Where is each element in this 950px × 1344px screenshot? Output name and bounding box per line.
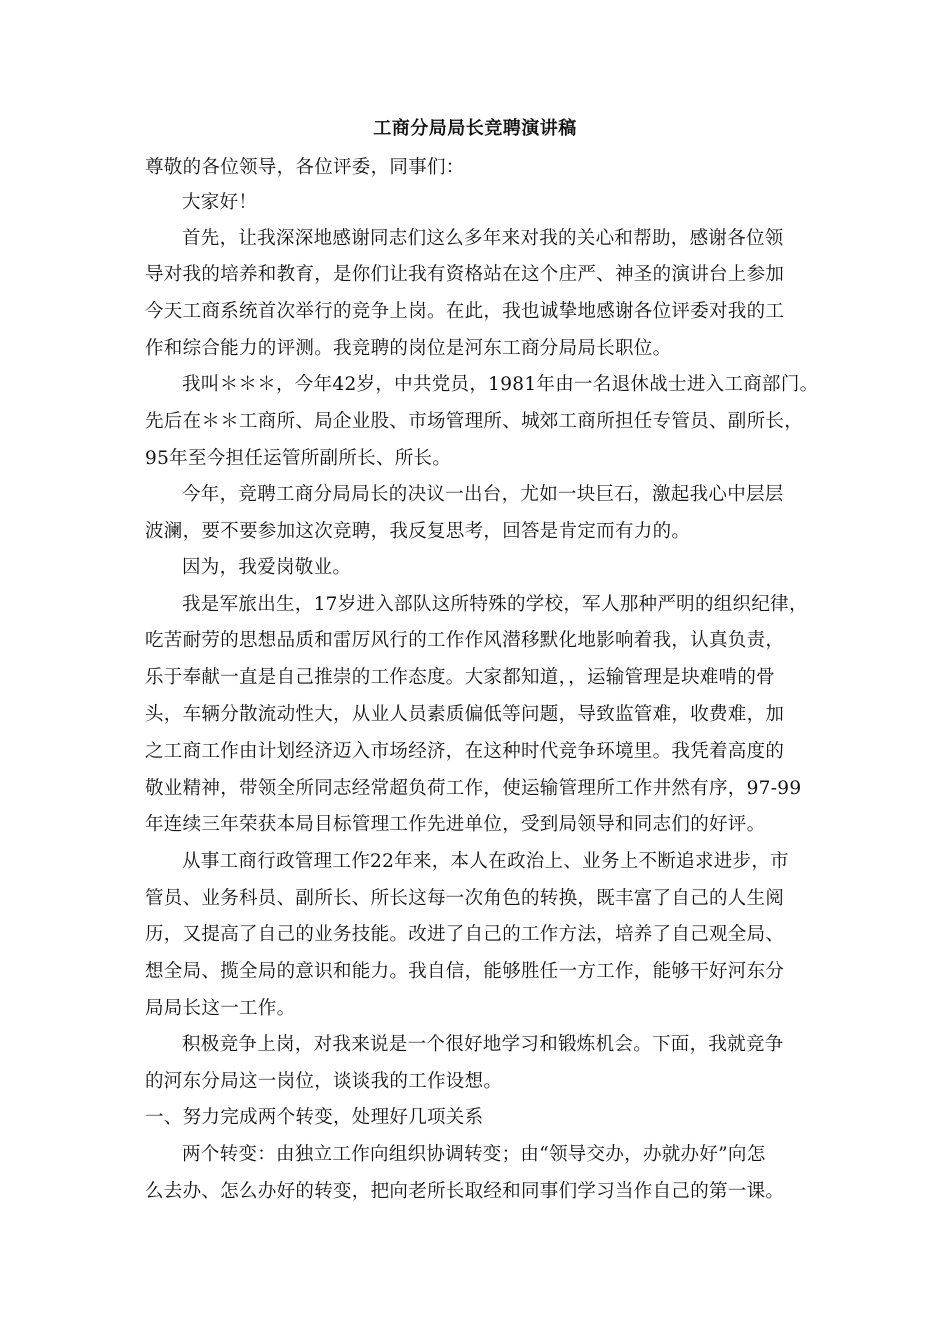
body-line: 局局长这一工作。: [145, 998, 296, 1019]
body-line: 的河东分局这一岗位，谈谈我的工作设想。: [145, 1071, 503, 1092]
salutation-line: 尊敬的各位领导，各位评委，同事们：: [145, 157, 465, 178]
body-line: 想全局、揽全局的意识和能力。我自信，能够胜任一方工作，能够干好河东分: [145, 961, 785, 982]
body-line: 管员、业务科员、副所长、所长这每一次角色的转换，既丰富了自己的人生阅: [145, 888, 785, 909]
body-line: 么去办、怎么办好的转变，把向老所长取经和同事们学习当作自己的第一课。: [145, 1181, 785, 1202]
document-title: 工商分局局长竞聘演讲稿: [373, 118, 577, 139]
body-line: 我是军旅出生，17岁进入部队这所特殊的学校，军人那种严明的组织纪律，: [182, 594, 808, 615]
body-line: 乐于奉献一直是自己推崇的工作态度。大家都知道，，运输管理是块难啃的骨: [145, 667, 775, 688]
body-line: 我叫＊＊＊，今年42岁，中共党员，1981年由一名退休战士进入工商部门。: [182, 374, 819, 395]
section-heading: 一、努力完成两个转变，处理好几项关系: [145, 1107, 484, 1128]
body-line: 导对我的培养和教育，是你们让我有资格站在这个庄严、神圣的演讲台上参加: [145, 264, 785, 285]
body-line: 头，车辆分散流动性大，从业人员素质偏低等问题，导致监管难，收费难，加: [145, 704, 785, 725]
body-line: 今年，竞聘工商分局局长的决议一出台，尤如一块巨石，激起我心中层层: [182, 484, 784, 505]
body-line: 作和综合能力的评测。我竞聘的岗位是河东工商分局局长职位。: [145, 338, 672, 359]
body-line: 从事工商行政管理工作22年来，本人在政治上、业务上不断追求进步，市: [182, 851, 789, 872]
body-line: 敬业精神，带领全所同志经常超负荷工作，使运输管理所工作井然有序，97-99: [145, 778, 802, 799]
body-line: 今天工商系统首次举行的竞争上岗。在此，我也诚挚地感谢各位评委对我的工: [145, 301, 785, 322]
body-line: 首先，让我深深地感谢同志们这么多年来对我的关心和帮助，感谢各位领: [182, 228, 784, 249]
body-line: 波澜，要不要参加这次竞聘，我反复思考，回答是肯定而有力的。: [145, 521, 691, 542]
body-line: 先后在＊＊工商所、局企业股、市场管理所、城郊工商所担任专管员、副所长，: [145, 411, 804, 432]
body-line: 年连续三年荣获本局目标管理工作先进单位，受到局领导和同志们的好评。: [145, 814, 766, 835]
body-line: 之工商工作由计划经济迈入市场经济，在这种时代竞争环境里。我凭着高度的: [145, 741, 785, 762]
body-line: 历，又提高了自己的业务技能。改进了自己的工作方法，培养了自己观全局、: [145, 924, 785, 945]
greeting-line: 大家好！: [182, 192, 258, 213]
body-line: 两个转变：由独立工作向组织协调转变；由“领导交办，办就办好”向怎: [182, 1144, 766, 1165]
body-line: 吃苦耐劳的思想品质和雷厉风行的工作作风潜移默化地影响着我，认真负责，: [145, 630, 785, 651]
body-line: 95年至今担任运管所副所长、所长。: [145, 448, 452, 469]
body-line: 因为，我爱岗敬业。: [182, 557, 352, 578]
body-line: 积极竞争上岗，对我来说是一个很好地学习和锻炼机会。下面，我就竞争: [182, 1034, 784, 1055]
